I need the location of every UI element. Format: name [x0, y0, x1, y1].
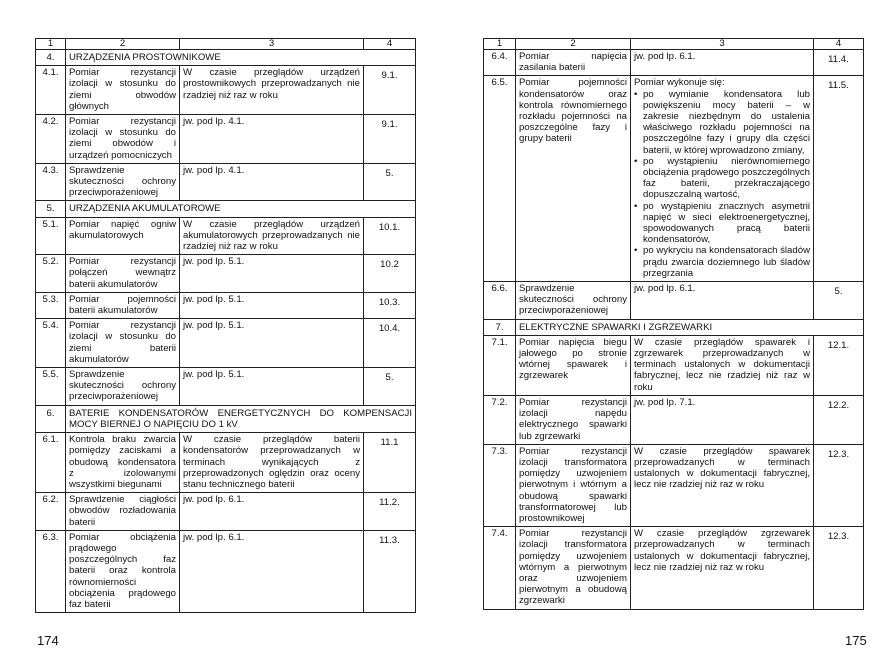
row-description: jw. pod lp. 5.1. — [180, 255, 364, 293]
reference-value: 12.3. — [827, 448, 850, 460]
row-description: jw. pod lp. 6.1. — [180, 530, 364, 612]
row-name: Pomiar pojemności baterii akumulatorów — [66, 292, 180, 318]
row-reference — [364, 292, 416, 318]
row-reference — [364, 163, 416, 201]
table-row — [36, 66, 416, 115]
row-description: jw. pod lp. 4.1. — [180, 163, 364, 201]
row-number: 6.6. — [484, 282, 516, 320]
header-col-4: 4 — [814, 39, 864, 50]
row-number: 6.4. — [484, 50, 516, 76]
table-row — [36, 163, 416, 201]
reference-value: 11.3. — [379, 534, 400, 546]
row-reference — [364, 66, 416, 115]
table-row — [36, 493, 416, 531]
row-number: 4.2. — [36, 115, 66, 164]
row-reference — [364, 115, 416, 164]
row-number: 6.1. — [36, 433, 66, 493]
row-number: 7.4. — [484, 527, 516, 609]
reference-value: 9.1. — [381, 70, 398, 82]
reference-value: 12.3. — [827, 531, 850, 543]
row-description: jw. pod lp. 4.1. — [180, 115, 364, 164]
right-page-table — [483, 38, 864, 610]
header-col-2: 2 — [516, 39, 631, 50]
reference-value: 11.2. — [379, 497, 400, 509]
reference-value: 12.1. — [827, 339, 850, 351]
row-number: 6.5. — [484, 76, 516, 282]
row-name: Pomiar rezystancji izolacji w stosunku do ziemi baterii akumulatorów — [66, 319, 180, 368]
section-title: URZĄDZENIA PROSTOWNIKOWE — [66, 50, 416, 66]
row-number: 4.1. — [36, 66, 66, 115]
row-description: jw. pod lp. 7.1. — [631, 395, 814, 444]
row-name: Sprawdzenie skuteczności ochrony przeciwporażeniowej — [516, 282, 631, 320]
reference-value: 5. — [385, 167, 394, 179]
reference-value: 11.5. — [828, 80, 849, 92]
table-row — [36, 319, 416, 368]
reference-value: 10.4. — [378, 323, 401, 335]
row-description: jw. pod lp. 6.1. — [180, 493, 364, 531]
table-row — [36, 115, 416, 164]
table-header-row — [36, 39, 416, 50]
reference-value: 5. — [385, 372, 394, 384]
table-row — [484, 395, 864, 444]
table-row — [484, 282, 864, 320]
page-number-right: 175 — [845, 633, 867, 648]
row-reference — [364, 530, 416, 612]
row-name: Sprawdzenie skuteczności ochrony przeciwporażeniowej — [66, 368, 180, 406]
section-number: 5. — [36, 201, 66, 217]
row-description: jw. pod lp. 5.1. — [180, 368, 364, 406]
page-number-left: 174 — [37, 633, 59, 648]
table-row — [36, 368, 416, 406]
bullet-item: • po wykryciu na kondensatorach śladów prądu zwarcia doziemnego lub śladów przegrzania — [634, 245, 810, 279]
row-description: jw. pod lp. 5.1. — [180, 319, 364, 368]
row-description: jw. pod lp. 6.1. — [631, 282, 814, 320]
row-name: Kontrola braku zwarcia pomiędzy zaciskami a obudową kondensatora z izolowanymi wszystkimi biegunami — [66, 433, 180, 493]
table-row — [36, 530, 416, 612]
table-row — [36, 255, 416, 293]
row-name: Pomiar rezystancji izolacji transformatora pomiędzy uzwojeniem pierwotnym i wtórnym a obudową spawarki transformatorowej lub prostownikowej — [516, 444, 631, 526]
reference-value: 11.4. — [828, 54, 849, 65]
row-name: Pomiar napięcia zasilania baterii — [516, 50, 631, 76]
left-page-table — [35, 38, 416, 613]
row-number: 5.1. — [36, 217, 66, 255]
row-description: W czasie przeglądów baterii kondensatorów przeprowadzanych w terminach wynikających z przeprowadzonych oględzin oraz oceny stanu technicznego baterii — [180, 433, 364, 493]
section-row — [36, 50, 416, 66]
row-name: Sprawdzenie ciągłości obwodów rozładowania baterii — [66, 493, 180, 531]
header-col-1: 1 — [36, 39, 66, 50]
row-reference — [814, 335, 864, 395]
row-name: Pomiar rezystancji izolacji w stosunku do ziemi obwodów głównych — [66, 66, 180, 115]
row-number: 5.3. — [36, 292, 66, 318]
row-reference — [814, 50, 864, 76]
table-row — [484, 444, 864, 526]
row-reference — [364, 255, 416, 293]
row-description: W czasie przeglądów zgrzewarek przeprowadzanych w terminach ustalonych w dokumentacji fabrycznej, lecz nie rzadziej niż raz w roku — [631, 527, 814, 609]
row-reference — [364, 493, 416, 531]
reference-value: 10.3. — [378, 296, 401, 308]
section-number: 7. — [484, 319, 516, 335]
header-col-3: 3 — [180, 39, 364, 50]
table-row — [36, 433, 416, 493]
row-name: Pomiar napięcia biegu jałowego po stronie wtórnej spawarek i zgrzewarek — [516, 335, 631, 395]
row-name: Pomiar rezystancji izolacji napędu elektrycznego spawarki lub zgrzewarki — [516, 395, 631, 444]
row-reference — [814, 282, 864, 320]
table-row — [484, 76, 864, 282]
row-number: 6.3. — [36, 530, 66, 612]
header-col-4: 4 — [364, 39, 416, 50]
row-number: 7.3. — [484, 444, 516, 526]
row-name: Pomiar rezystancji izolacji transformatora pomiędzy uzwojeniem wtórnym a pierwotnym oraz uzwojeniem pierwotnym a obudową zgrzewarki — [516, 527, 631, 609]
row-number: 5.4. — [36, 319, 66, 368]
row-name: Pomiar napięć ogniw akumulatorowych — [66, 217, 180, 255]
row-description: jw. pod lp. 5.1. — [180, 292, 364, 318]
row-reference — [364, 217, 416, 255]
bullet-item: • po wymianie kondensatora lub powiększeniu mocy baterii – w zakresie niezbędnym do ustalenia właściwego rozkładu pojemności na poszczególne fazy i grupy dla części baterii, w której wprowadzono zmiany, — [634, 89, 810, 156]
section-title: BATERIE KONDENSATORÓW ENERGETYCZNYCH DO KOMPENSACJI MOCY BIERNEJ O NAPIĘCIU DO 1 kV — [66, 405, 416, 432]
table-row — [36, 217, 416, 255]
row-name: Pomiar obciążenia prądowego poszczególnych faz baterii oraz kontrola równomierności obciążenia prądowego faz baterii — [66, 530, 180, 612]
header-col-2: 2 — [66, 39, 180, 50]
row-reference — [814, 527, 864, 609]
row-number: 4.3. — [36, 163, 66, 201]
section-number: 6. — [36, 405, 66, 432]
table-row — [36, 292, 416, 318]
table-row — [484, 527, 864, 609]
description-intro: Pomiar wykonuje się: — [634, 77, 725, 89]
row-name: Pomiar rezystancji połączeń wewnątrz baterii akumulatorów — [66, 255, 180, 293]
reference-value: 12.2. — [827, 399, 850, 411]
row-reference — [364, 433, 416, 493]
row-number: 7.1. — [484, 335, 516, 395]
table-header-row — [484, 39, 864, 50]
section-title: URZĄDZENIA AKUMULATOROWE — [66, 201, 416, 217]
reference-value: 9.1. — [381, 119, 398, 131]
reference-value: 5. — [834, 286, 843, 298]
section-row — [36, 201, 416, 217]
header-col-3: 3 — [631, 39, 814, 50]
bullet-list — [634, 89, 810, 279]
row-description — [631, 76, 814, 282]
row-number: 6.2. — [36, 493, 66, 531]
section-title: ELEKTRYCZNE SPAWARKI I ZGRZEWARKI — [516, 319, 864, 335]
row-reference — [814, 444, 864, 526]
row-reference — [814, 76, 864, 282]
reference-value: 10.1. — [378, 221, 401, 233]
table-row — [484, 335, 864, 395]
row-reference — [364, 319, 416, 368]
section-row — [484, 319, 864, 335]
row-description: W czasie przeglądów urządzeń akumulatorowych przeprowadzanych nie rzadziej niż raz w roku — [180, 217, 364, 255]
row-name: Sprawdzenie skuteczności ochrony przeciwporażeniowej — [66, 163, 180, 201]
section-row — [36, 405, 416, 432]
row-reference — [814, 395, 864, 444]
reference-value: 10.2 — [380, 259, 399, 271]
row-reference — [364, 368, 416, 406]
row-description: jw. pod lp. 6.1. — [631, 50, 814, 76]
reference-value: 11.1 — [380, 437, 399, 449]
section-number: 4. — [36, 50, 66, 66]
bullet-item: • po wystąpieniu znacznych asymetrii napięć w sieci elektroenergetycznej, spowodowanych pracą baterii kondensatorów, — [634, 201, 810, 246]
row-description: W czasie przeglądów urządzeń prostownikowych przeprowadzanych nie rzadziej niż raz w roku — [180, 66, 364, 115]
row-name: Pomiar rezystancji izolacji w stosunku do ziemi obwodów i urządzeń pomocniczych — [66, 115, 180, 164]
table-row — [484, 50, 864, 76]
row-number: 5.2. — [36, 255, 66, 293]
row-description: W czasie przeglądów spawarek i zgrzewarek przeprowadzanych w terminach ustalonych w dokumentacji fabrycznej, lecz nie rzadziej niż raz w roku — [631, 335, 814, 395]
header-col-1: 1 — [484, 39, 516, 50]
bullet-item: • po wystąpieniu nierównomiernego obciążenia prądowego poszczególnych faz baterii, przekraczającego dopuszczalną wartość, — [634, 156, 810, 201]
row-name: Pomiar pojemności kondensatorów oraz kontrola równomiernego rozkładu pojemności na poszczególne fazy i grupy baterii — [516, 76, 631, 282]
row-number: 5.5. — [36, 368, 66, 406]
row-number: 7.2. — [484, 395, 516, 444]
row-description: W czasie przeglądów spawarek przeprowadzanych w terminach ustalonych w dokumentacji fabrycznej, lecz nie rzadziej niż raz w roku — [631, 444, 814, 526]
